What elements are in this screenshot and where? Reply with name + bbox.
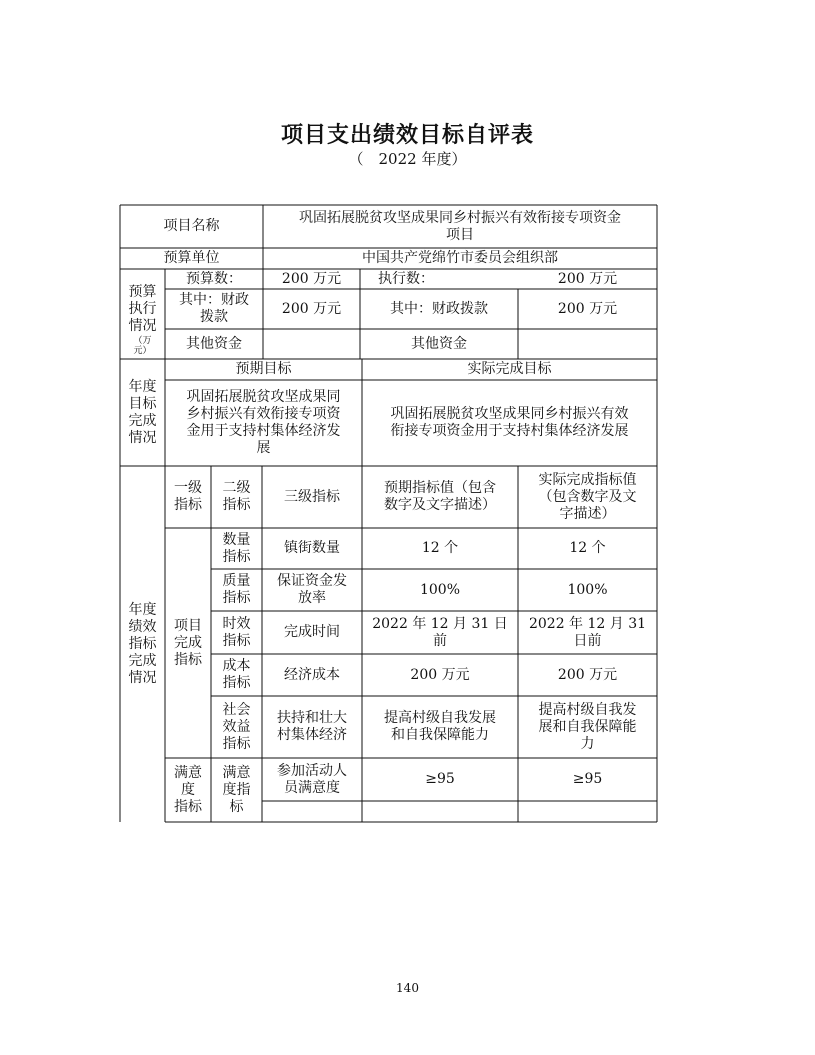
row-level2: 满意 度指 标	[222, 764, 251, 815]
project-complete-label: 项目 完成 指标	[174, 617, 202, 668]
other-funds-value-1	[263, 329, 360, 359]
row-expected: 12 个	[421, 540, 459, 556]
row-level3: 扶持和壮大 村集体经济	[277, 710, 347, 743]
budget-unit-value: 中国共产党绵竹市委员会组织部	[362, 250, 558, 266]
row-actual: 100%	[567, 581, 608, 598]
other-funds-value-2	[518, 329, 657, 359]
fiscal-value-1: 200 万元	[281, 300, 342, 317]
fiscal-label-1: 其中：财政 拨款	[179, 292, 249, 325]
row-expected: 提高村级自我发展 和自我保障能力	[384, 710, 496, 743]
row-actual: 提高村级自我发 展和自我保障能 力	[538, 701, 637, 752]
exec-amount-value: 200 万元	[557, 270, 618, 287]
fiscal-value-2: 200 万元	[557, 300, 618, 317]
document-subtitle: （ 2022 年度）	[348, 150, 467, 168]
row-actual: 2022 年 12 月 31 日前	[528, 615, 647, 649]
fiscal-label-2: 其中：财政拨款	[390, 300, 488, 317]
actual-goal-header: 实际完成目标	[467, 361, 552, 377]
row-level3: 镇街数量	[284, 540, 340, 556]
budget-unit-label: 预算单位	[163, 250, 220, 266]
row-level2: 质量 指标	[222, 573, 251, 606]
expected-goal-header: 预期目标	[235, 361, 292, 377]
row-level2: 社会 效益 指标	[222, 701, 251, 752]
row-level3: 保证资金发 放率	[277, 573, 347, 606]
col-expected-header: 预期指标值（包含 数字及文字描述）	[384, 480, 496, 513]
project-name-value: 巩固拓展脱贫攻坚成果同乡村振兴有效衔接专项资金 项目	[299, 209, 621, 243]
budget-exec-unit: （万 元）	[133, 336, 152, 356]
row-level2: 时效 指标	[222, 615, 251, 649]
budget-amount-value: 200 万元	[281, 270, 342, 287]
row-level3: 完成时间	[284, 624, 340, 640]
budget-amount-label: 预算数：	[186, 270, 242, 287]
col-actual-header: 实际完成指标值 （包含数字及文 字描述）	[538, 471, 637, 522]
row-expected: ≥95	[425, 771, 455, 787]
row-level3: 经济成本	[284, 666, 340, 683]
document-title: 项目支出绩效目标自评表	[280, 123, 534, 148]
row-expected: 2022 年 12 月 31 日 前	[372, 615, 508, 649]
row-actual: 200 万元	[557, 666, 618, 683]
expected-goal-text: 巩固拓展脱贫攻坚成果同 乡村振兴有效衔接专项资 金用于支持村集体经济发 展	[186, 389, 341, 456]
row-expected: 100%	[419, 581, 461, 598]
row-actual: 12 个	[569, 540, 606, 556]
annual-goal-label: 年度 目标 完成 情况	[128, 378, 157, 446]
exec-amount-label: 执行数：	[378, 270, 434, 287]
perf-label: 年度 绩效 指标 完成 情况	[128, 601, 157, 686]
row-level2: 数量 指标	[222, 531, 251, 565]
row-expected: 200 万元	[410, 666, 470, 683]
satisfaction-level1: 满意 度 指标	[174, 764, 202, 815]
project-name-label: 项目名称	[163, 218, 220, 234]
row-level2: 成本 指标	[222, 658, 251, 691]
other-funds-label-1: 其他资金	[186, 335, 242, 352]
actual-goal-text: 巩固拓展脱贫攻坚成果同乡村振兴有效 衔接专项资金用于支持村集体经济发展	[390, 406, 629, 439]
row-level3: 参加活动人 员满意度	[277, 762, 347, 796]
row-actual: ≥95	[572, 771, 603, 787]
col-level1-header: 一级 指标	[174, 480, 202, 513]
col-level3-header: 三级指标	[284, 488, 340, 505]
budget-exec-label: 预算 执行 情况	[128, 284, 157, 334]
page-number: 140	[396, 981, 419, 995]
other-funds-label-2: 其他资金	[411, 335, 467, 352]
col-level2-header: 二级 指标	[222, 480, 251, 513]
